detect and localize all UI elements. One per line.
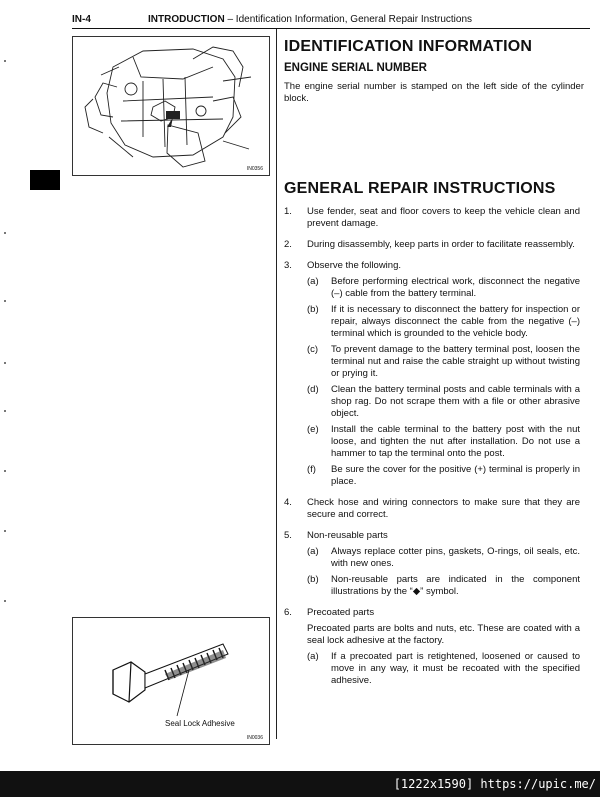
header-section: INTRODUCTION (148, 14, 225, 25)
sub-item (307, 304, 580, 340)
sub-item-text: Clean the battery terminal posts and cable terminals with a shop rag. Do not scrape them with a file or other abrasive object. (331, 384, 580, 419)
page-number: IN-4 (72, 14, 91, 25)
item-number: 4. (284, 497, 292, 508)
repair-title-block (284, 180, 584, 198)
sub-item-letter: (d) (307, 384, 319, 395)
sub-item-text: If a precoated part is retightened, loosened or caused to move in any way, it must be recoated with the specified adhesive. (331, 651, 580, 686)
sub-item-letter: (a) (307, 546, 319, 557)
list-item (284, 239, 580, 251)
sub-item-letter: (a) (307, 276, 319, 287)
list-item (284, 206, 580, 230)
item-number: 6. (284, 607, 292, 618)
item-number: 1. (284, 206, 292, 217)
sub-item-text: Non-reusable parts are indicated in the component illustrations by the “◆” symbol. (331, 574, 580, 597)
repair-instructions-list (284, 206, 580, 687)
sub-item-letter: (b) (307, 574, 319, 585)
sub-item-text: Install the cable terminal to the battery post with the nut loose, and tighten the nut after installation. Do not use a hammer to tap the terminal onto the post. (331, 424, 580, 459)
sub-item (307, 276, 580, 300)
sub-item-letter: (c) (307, 344, 319, 355)
list-item (284, 530, 580, 598)
item-number: 3. (284, 260, 292, 271)
sub-item (307, 574, 580, 598)
repair-title: GENERAL REPAIR INSTRUCTIONS (284, 180, 556, 197)
sub-item (307, 424, 580, 460)
engine-serial-text: The engine serial number is stamped on the left side of the cylinder block. (284, 81, 584, 104)
figure-code: IN0036 (246, 735, 263, 741)
sub-item-letter: (a) (307, 651, 319, 662)
sub-item-text: Always replace cotter pins, gaskets, O-rings, oil seals, etc. with new ones. (331, 546, 580, 569)
sub-item-text: To prevent damage to the battery terminal post, loosen the terminal nut and raise the cable straight up without twisting or prying it. (331, 344, 580, 379)
sub-item (307, 651, 580, 687)
item-text: Precoated parts (307, 607, 375, 618)
engine-drawing (73, 37, 269, 175)
adhesive-label: Seal Lock Adhesive (165, 719, 235, 728)
sub-item (307, 546, 580, 570)
item-number: 5. (284, 530, 292, 541)
sub-item (307, 344, 580, 380)
list-item (284, 260, 580, 488)
sub-item (307, 464, 580, 488)
item-text: Observe the following. (307, 260, 401, 271)
item-text: Check hose and wiring connectors to make sure that they are secure and correct. (307, 497, 580, 520)
page-header (72, 14, 590, 28)
item-text: Use fender, seat and floor covers to keep the vehicle clean and prevent damage. (307, 206, 580, 229)
header-title (148, 14, 472, 25)
sub-item-letter: (e) (307, 424, 319, 435)
list-item (284, 607, 580, 687)
scan-footer (0, 771, 600, 797)
sub-item-text: Before performing electrical work, disconnect the negative (–) cable from the battery terminal. (331, 276, 580, 299)
sub-item-text: Be sure the cover for the positive (+) terminal is properly in place. (331, 464, 580, 487)
bolt-illustration (72, 617, 270, 745)
item-text: Non-reusable parts (307, 530, 388, 541)
identification-section (284, 38, 584, 105)
sub-item-letter: (b) (307, 304, 319, 315)
header-subtitle: – Identification Information, General Repair Instructions (227, 14, 473, 25)
item-extra-text: Precoated parts are bolts and nuts, etc. These are coated with a seal lock adhesive at the factory. (307, 623, 580, 646)
scan-edge-marks (0, 0, 12, 797)
column-divider (276, 29, 277, 739)
watermark: [1222x1590] https://upic.me/ (393, 777, 596, 791)
engine-illustration (72, 36, 270, 176)
section-tab-marker (30, 170, 60, 190)
item-number: 2. (284, 239, 292, 250)
sub-item (307, 384, 580, 420)
item-text: During disassembly, keep parts in order to facilitate reassembly. (307, 239, 575, 250)
identification-title: IDENTIFICATION INFORMATION (284, 38, 533, 55)
list-item (284, 497, 580, 521)
figure-code: IN0356 (246, 166, 263, 172)
header-rule (72, 28, 590, 29)
sub-item-text: If it is necessary to disconnect the battery for inspection or repair, always disconnect the cable from the negative (–) terminal which is grounded to the vehicle body. (331, 304, 580, 339)
sub-item-letter: (f) (307, 464, 316, 475)
engine-serial-heading: ENGINE SERIAL NUMBER (284, 62, 427, 74)
